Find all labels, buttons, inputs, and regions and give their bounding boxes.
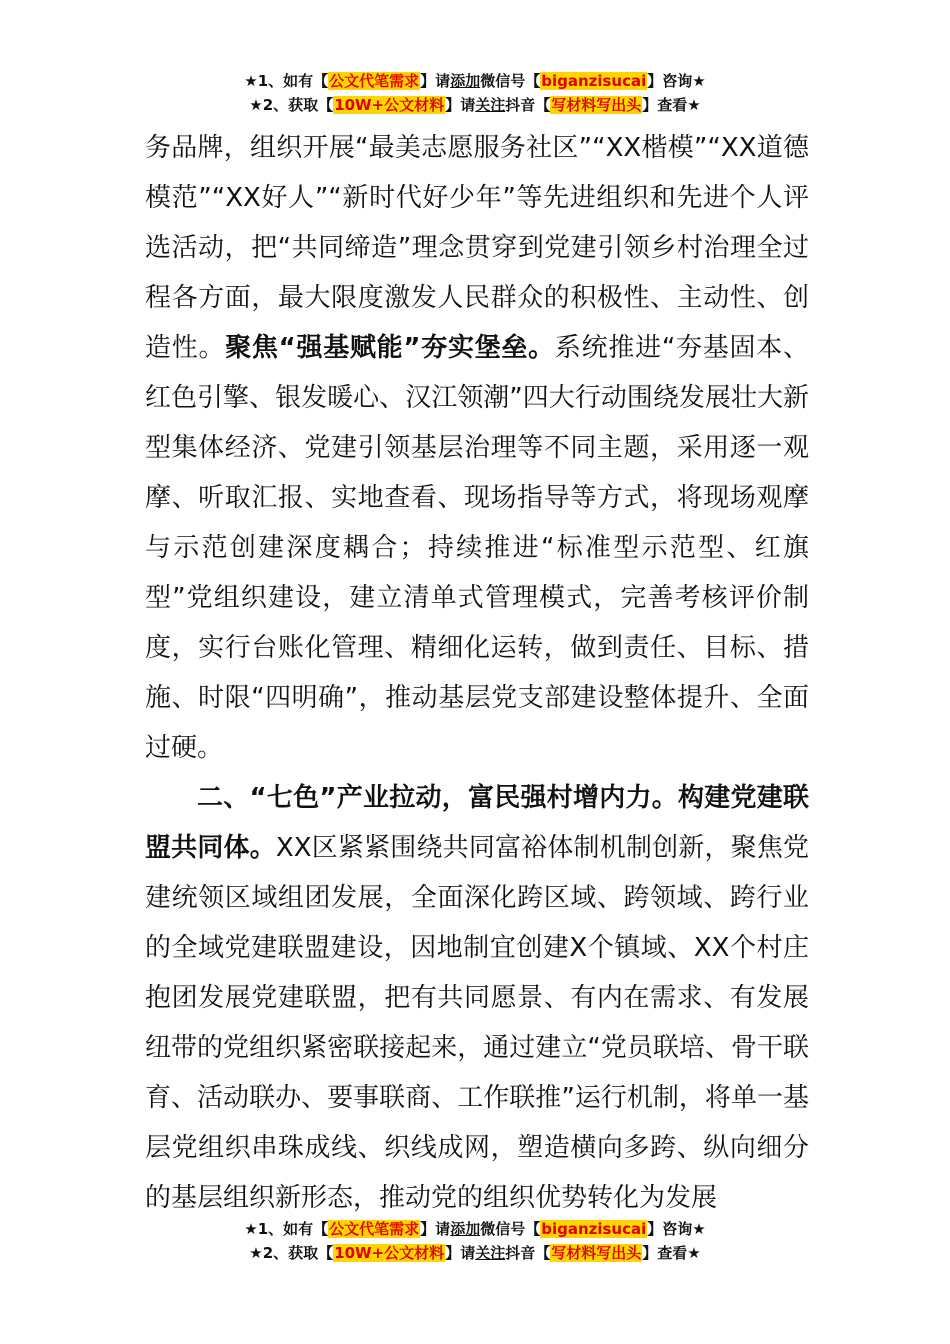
promo-text: 抖音【 <box>505 1244 551 1262</box>
document-body <box>145 123 809 1223</box>
promo-highlight-wechat: biganzisucai <box>541 1220 647 1238</box>
paragraph-text: XX区紧紧围绕共同富裕体制机制创新，聚焦党建统领区域组团发展，全面深化跨区域、跨领域、跨行业的全域党建联盟建设，因地制宜创建X个镇域、XX个村庄抱团发展党建联盟，把有共同愿景、有内在需求、有发展纽带的党组织紧密联接起来，通过建立“党员联培、骨干联育、活动联办、要事联商、工作联推”运行机制，将单一基层党组织串珠成线、织线成网，塑造横向多跨、纵向细分的基层组织新形态，推动党的组织优势转化为发展 <box>145 833 809 1213</box>
promo-highlight-wechat: biganzisucai <box>541 72 647 90</box>
promo-banner-top <box>0 70 950 118</box>
promo-text: 】查看★ <box>642 1244 701 1262</box>
promo-text: ★2、获取【 <box>249 96 334 114</box>
promo-highlight: 公文代笔需求 <box>329 72 420 90</box>
promo-text: 抖音【 <box>505 96 551 114</box>
promo-text: 】查看★ <box>642 96 701 114</box>
promo-line-1 <box>0 1218 950 1242</box>
promo-text: 】请 <box>420 72 451 90</box>
promo-text: 】请 <box>420 1220 451 1238</box>
paragraph-text: 系统推进“夯基固本、红色引擎、银发暖心、汉江领潮”四大行动围绕发展壮大新型集体经济、党建引领基层治理等不同主题，采用逐一观摩、听取汇报、实地查看、现场指导等方式，将现场观摩与示范创建深度耦合；持续推进“标准型示范型、红旗型”党组织建设，建立清单式管理模式，完善考核评价制度，实行台账化管理、精细化运转，做到责任、目标、措施、时限“四明确”，推动基层党支部建设整体提升、全面过硬。 <box>145 333 809 763</box>
promo-banner-bottom <box>0 1218 950 1266</box>
promo-underlined: 关注 <box>475 1244 506 1262</box>
promo-underlined: 添加 <box>450 72 481 90</box>
promo-line-1 <box>0 70 950 94</box>
promo-text: 微信号【 <box>480 72 541 90</box>
promo-line-2 <box>0 1242 950 1266</box>
promo-text: 】请 <box>445 1244 476 1262</box>
body-paragraph-1 <box>145 123 809 773</box>
promo-underlined: 关注 <box>475 96 506 114</box>
promo-line-2 <box>0 94 950 118</box>
promo-highlight: 公文代笔需求 <box>329 1220 420 1238</box>
section-heading: 二、“七色”产业拉动，富民强村增内力。构建党建联盟共同体。 <box>145 783 809 863</box>
paragraph-bold-heading: 聚焦“强基赋能”夯实堡垒。 <box>225 333 555 363</box>
promo-text: ★2、获取【 <box>249 1244 334 1262</box>
promo-text: 】请 <box>445 96 476 114</box>
promo-highlight: 10W+公文材料 <box>334 1244 445 1262</box>
promo-text: ★1、如有【 <box>244 72 329 90</box>
paragraph-text: 务品牌，组织开展“最美志愿服务社区”“XX楷模”“XX道德模范”“XX好人”“新时代好少年”等先进组织和先进个人评选活动，把“共同缔造”理念贯穿到党建引领乡村治理全过程各方面，最大限度激发人民群众的积极性、主动性、创造性。 <box>145 133 809 363</box>
body-paragraph-2 <box>145 773 809 1223</box>
promo-highlight-douyin: 写材料写出头 <box>551 96 642 114</box>
promo-highlight-douyin: 写材料写出头 <box>551 1244 642 1262</box>
promo-text: 微信号【 <box>480 1220 541 1238</box>
promo-text: ★1、如有【 <box>244 1220 329 1238</box>
promo-text: 】咨询★ <box>647 72 706 90</box>
promo-underlined: 添加 <box>450 1220 481 1238</box>
promo-text: 】咨询★ <box>647 1220 706 1238</box>
promo-highlight: 10W+公文材料 <box>334 96 445 114</box>
